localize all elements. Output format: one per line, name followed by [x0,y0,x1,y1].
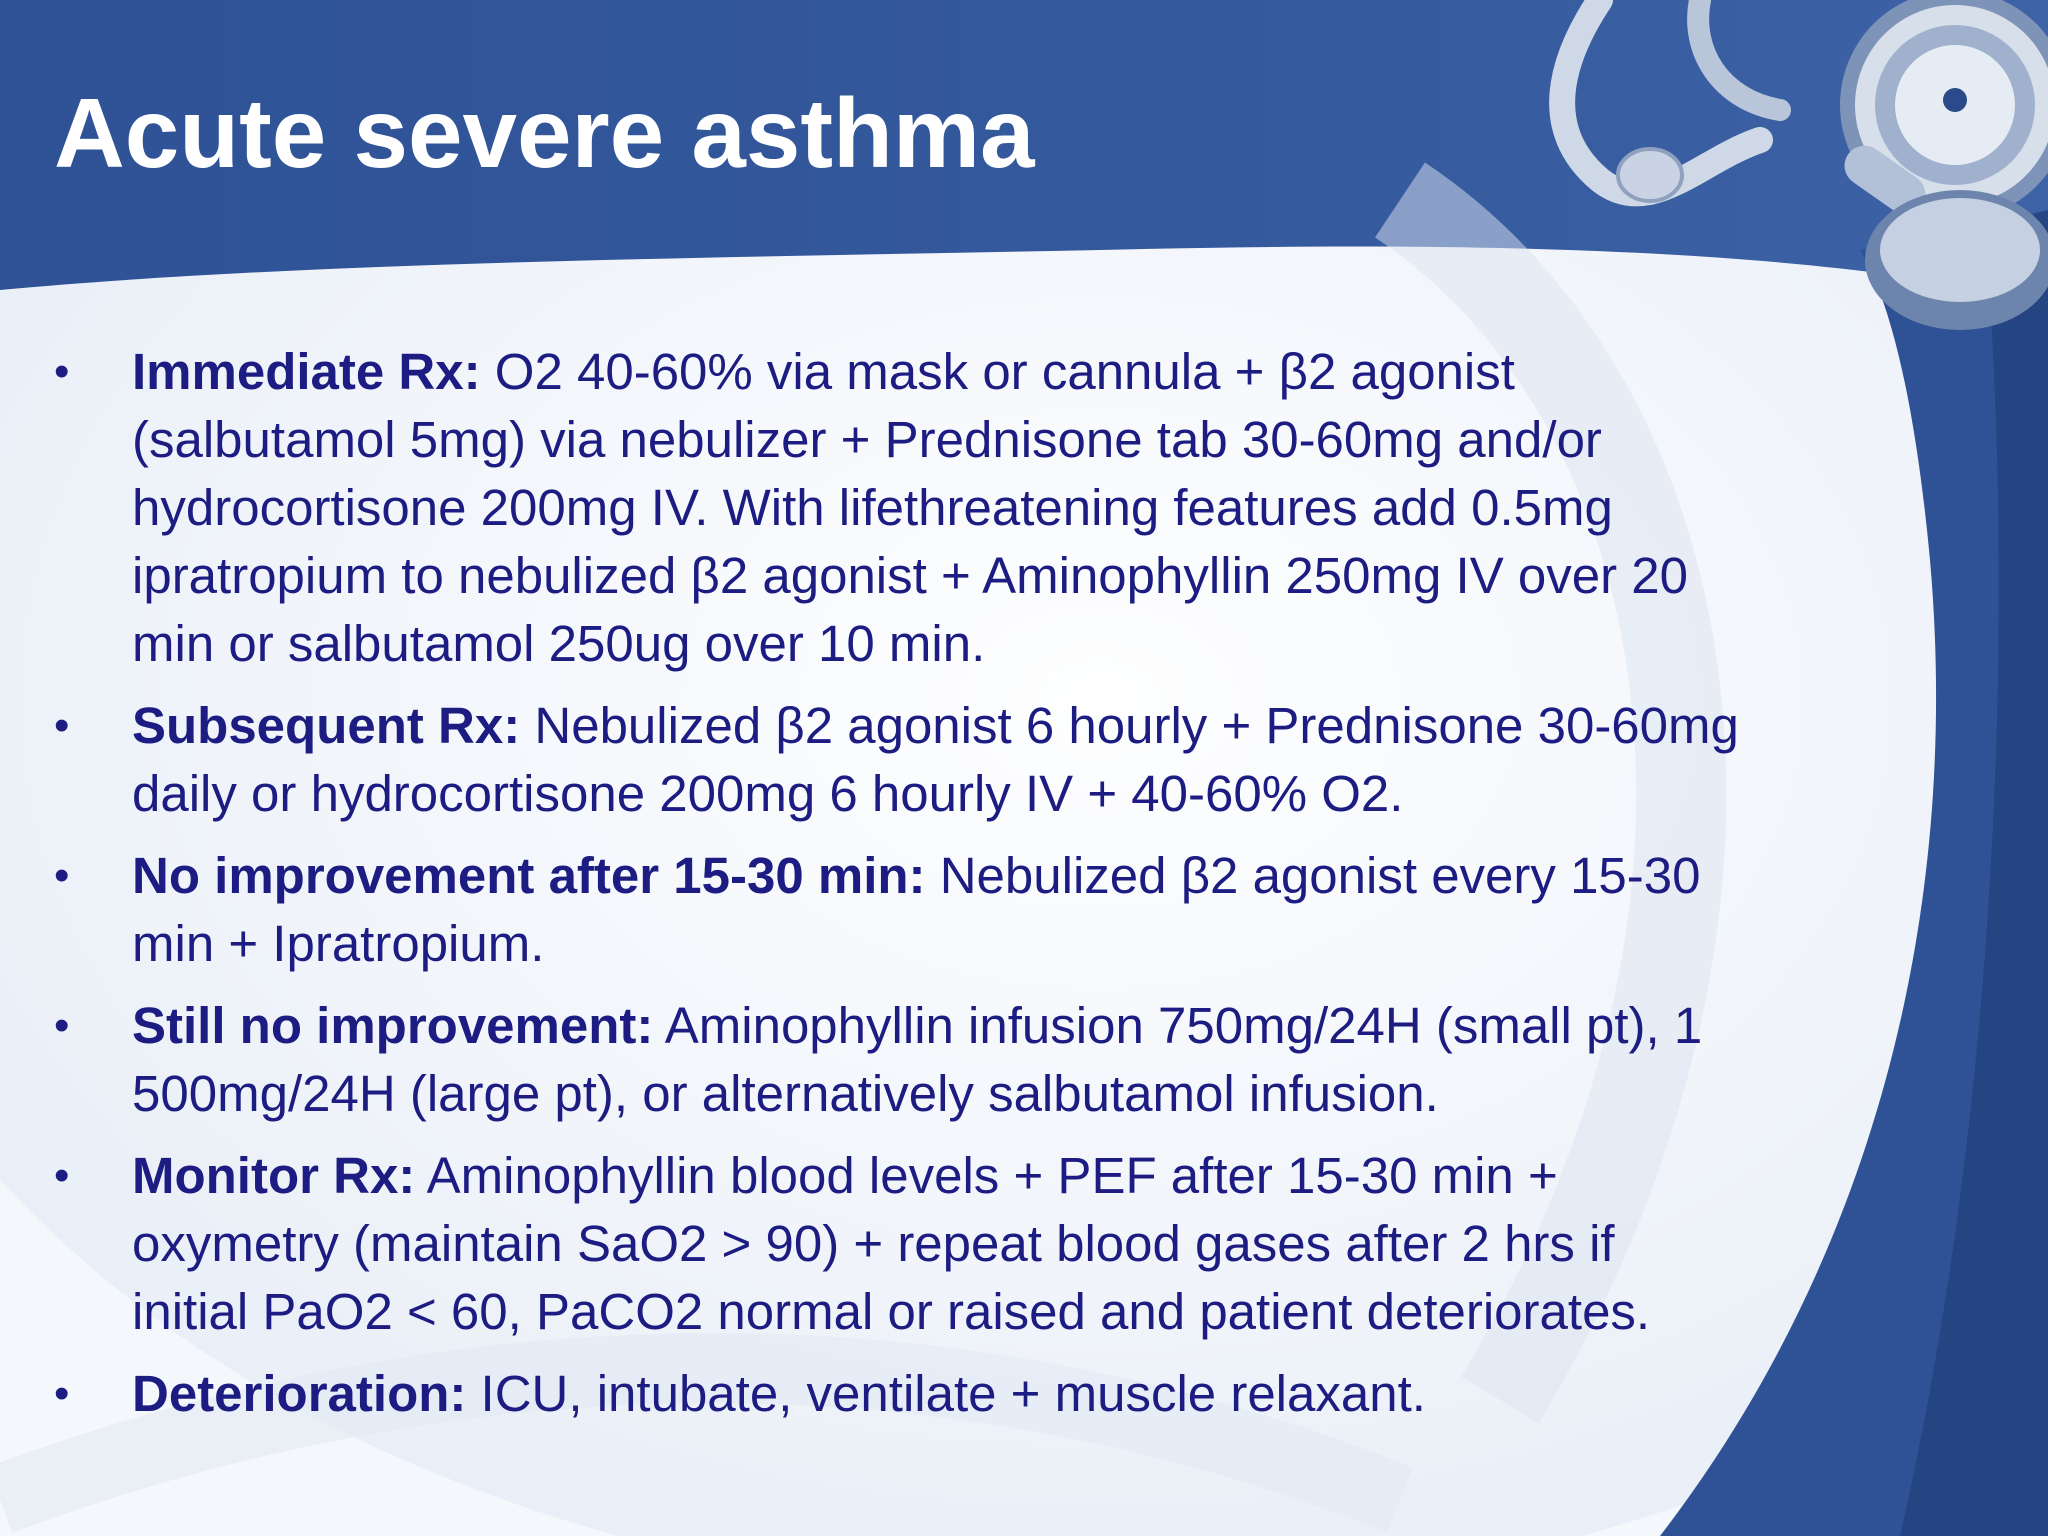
bullet-text: Nebulized β2 agonist 6 hourly + Prednisone 30-60mg [520,697,1739,754]
list-item [54,1142,1954,1346]
bullet-dot: • [54,851,70,900]
bullet-text: Aminophyllin blood levels + PEF after 15-30 min + [415,1147,1558,1204]
bullet-line [132,842,1954,910]
bullet-line: initial PaO2 < 60, PaCO2 normal or raised and patient deteriorates. [132,1283,1651,1340]
list-item [54,842,1954,978]
bullet-lead: No improvement after 15-30 min: [132,847,926,904]
list-item [54,338,1954,678]
bullet-text: ICU, intubate, ventilate + muscle relaxant. [466,1365,1426,1422]
bullet-lead: Subsequent Rx: [132,697,521,754]
list-item [54,1360,1954,1428]
bullet-dot: • [54,1151,70,1200]
bullet-dot: • [54,1001,70,1050]
bullet-line: min + Ipratropium. [132,915,545,972]
bullet-line [132,992,1954,1060]
bullet-lead: Monitor Rx: [132,1147,416,1204]
bullet-dot: • [54,701,70,750]
list-item [54,992,1954,1128]
bullet-line: (salbutamol 5mg) via nebulizer + Prednisone tab 30-60mg and/or [132,411,1602,468]
bullet-lead: Still no improvement: [132,997,654,1054]
bullet-line: 500mg/24H (large pt), or alternatively salbutamol infusion. [132,1065,1439,1122]
bullet-line [132,692,1954,760]
bullet-line: hydrocortisone 200mg IV. With lifethreatening features add 0.5mg [132,479,1613,536]
bullet-lead: Immediate Rx: [132,343,481,400]
list-item [54,692,1954,828]
bullet-line [132,1142,1954,1210]
bullet-text: Aminophyllin infusion 750mg/24H (small pt), 1 [653,997,1703,1054]
bullet-text: O2 40-60% via mask or cannula + β2 agonist [480,343,1515,400]
bullet-list [54,338,1954,1442]
bullet-text: Nebulized β2 agonist every 15-30 [925,847,1701,904]
bullet-dot: • [54,347,70,396]
bullet-dot: • [54,1369,70,1418]
bullet-line: daily or hydrocortisone 200mg 6 hourly IV + 40-60% O2. [132,765,1404,822]
bullet-line [132,1360,1954,1428]
bullet-line: oxymetry (maintain SaO2 > 90) + repeat blood gases after 2 hrs if [132,1215,1615,1272]
bullet-lead: Deterioration: [132,1365,467,1422]
bullet-line: ipratropium to nebulized β2 agonist + Aminophyllin 250mg IV over 20 [132,547,1688,604]
bullet-line: min or salbutamol 250ug over 10 min. [132,615,986,672]
bullet-line [132,338,1954,406]
page-title: Acute severe asthma [54,78,1035,188]
